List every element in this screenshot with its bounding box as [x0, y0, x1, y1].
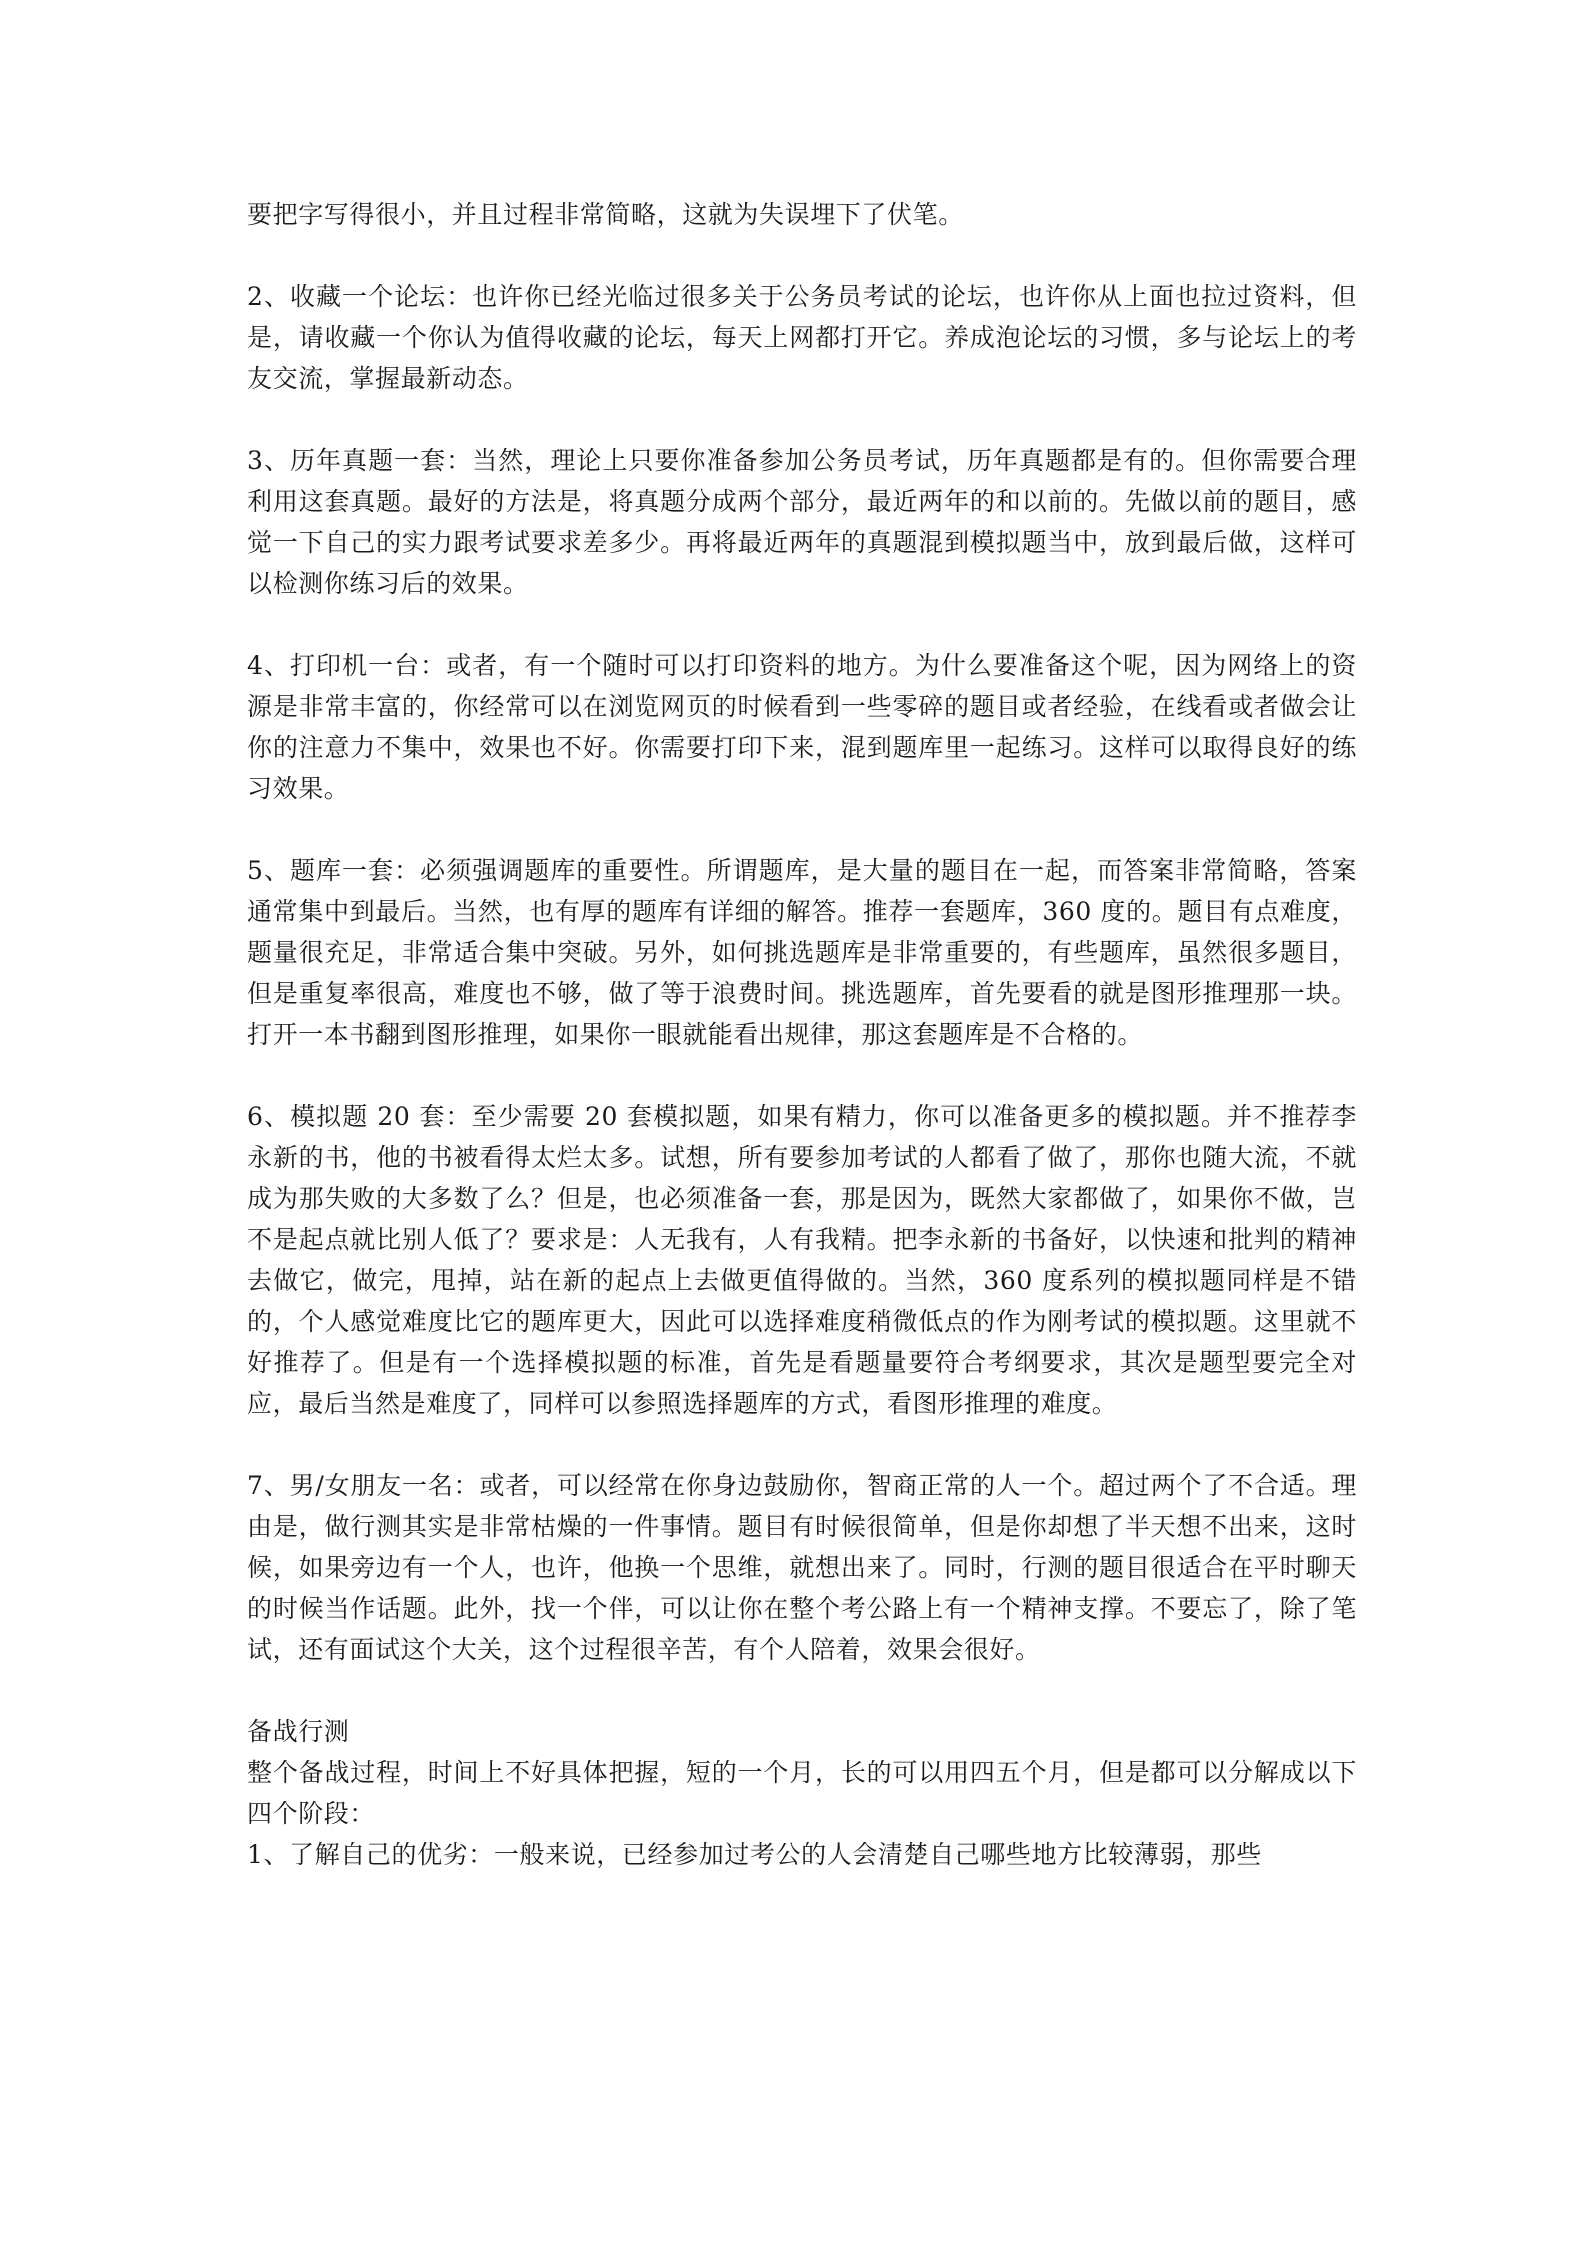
document-page — [247, 194, 1357, 1875]
paragraph-past-exams: 3、历年真题一套：当然，理论上只要你准备参加公务员考试，历年真题都是有的。但你需要合理利用这套真题。最好的方法是，将真题分成两个部分，最近两年的和以前的。先做以前的题目，感觉一下自己的实力跟考试要求差多少。再将最近两年的真题混到模拟题当中，放到最后做，这样可以检测你练习后的效果。 — [247, 446, 1357, 598]
section-intro: 整个备战过程，时间上不好具体把握，短的一个月，长的可以用四五个月，但是都可以分解成以下四个阶段： — [247, 1758, 1357, 1828]
paragraph-partner: 7、男/女朋友一名：或者，可以经常在你身边鼓励你，智商正常的人一个。超过两个了不合适。理由是，做行测其实是非常枯燥的一件事情。题目有时候很简单，但是你却想了半天想不出来，这时候，如果旁边有一个人，也许，他换一个思维，就想出来了。同时，行测的题目很适合在平时聊天的时候当作话题。此外，找一个伴，可以让你在整个考公路上有一个精神支撑。不要忘了，除了笔试，还有面试这个大关，这个过程很辛苦，有个人陪着，效果会很好。 — [247, 1471, 1357, 1664]
paragraph-mock-exams: 6、模拟题 20 套：至少需要 20 套模拟题，如果有精力，你可以准备更多的模拟题。并不推荐李永新的书，他的书被看得太烂太多。试想，所有要参加考试的人都看了做了，那你也随大流，不就成为那失败的大多数了么？但是，也必须准备一套，那是因为，既然大家都做了，如果你不做，岂不是起点就比别人低了？要求是：人无我有，人有我精。把李永新的书备好，以快速和批判的精神去做它，做完，甩掉，站在新的起点上去做更值得做的。当然，360 度系列的模拟题同样是不错的，个人感觉难度比它的题库更大，因此可以选择难度稍微低点的作为刚考试的模拟题。这里就不好推荐了。但是有一个选择模拟题的标准，首先是看题量要符合考纲要求，其次是题型要完全对应，最后当然是难度了，同样可以参照选择题库的方式，看图形推理的难度。 — [247, 1102, 1357, 1418]
section-heading: 备战行测 — [247, 1717, 350, 1746]
paragraph-forum: 2、收藏一个论坛：也许你已经光临过很多关于公务员考试的论坛，也许你从上面也拉过资料，但是，请收藏一个你认为值得收藏的论坛，每天上网都打开它。养成泡论坛的习惯，多与论坛上的考友交流，掌握最新动态。 — [247, 282, 1357, 393]
section-item-1: 1、了解自己的优劣：一般来说，已经参加过考公的人会清楚自己哪些地方比较薄弱，那些 — [247, 1840, 1262, 1869]
paragraph-question-bank: 5、题库一套：必须强调题库的重要性。所谓题库，是大量的题目在一起，而答案非常简略，答案通常集中到最后。当然，也有厚的题库有详细的解答。推荐一套题库，360 度的。题目有点难度，题量很充足，非常适合集中突破。另外，如何挑选题库是非常重要的，有些题库，虽然很多题目，但是重复率很高，难度也不够，做了等于浪费时间。挑选题库，首先要看的就是图形推理那一块。打开一本书翻到图形推理，如果你一眼就能看出规律，那这套题库是不合格的。 — [247, 856, 1357, 1049]
intro-line: 要把字写得很小，并且过程非常简略，这就为失误埋下了伏笔。 — [247, 200, 964, 229]
paragraph-printer: 4、打印机一台：或者，有一个随时可以打印资料的地方。为什么要准备这个呢，因为网络上的资源是非常丰富的，你经常可以在浏览网页的时候看到一些零碎的题目或者经验，在线看或者做会让你的注意力不集中，效果也不好。你需要打印下来，混到题库里一起练习。这样可以取得良好的练习效果。 — [247, 651, 1357, 803]
